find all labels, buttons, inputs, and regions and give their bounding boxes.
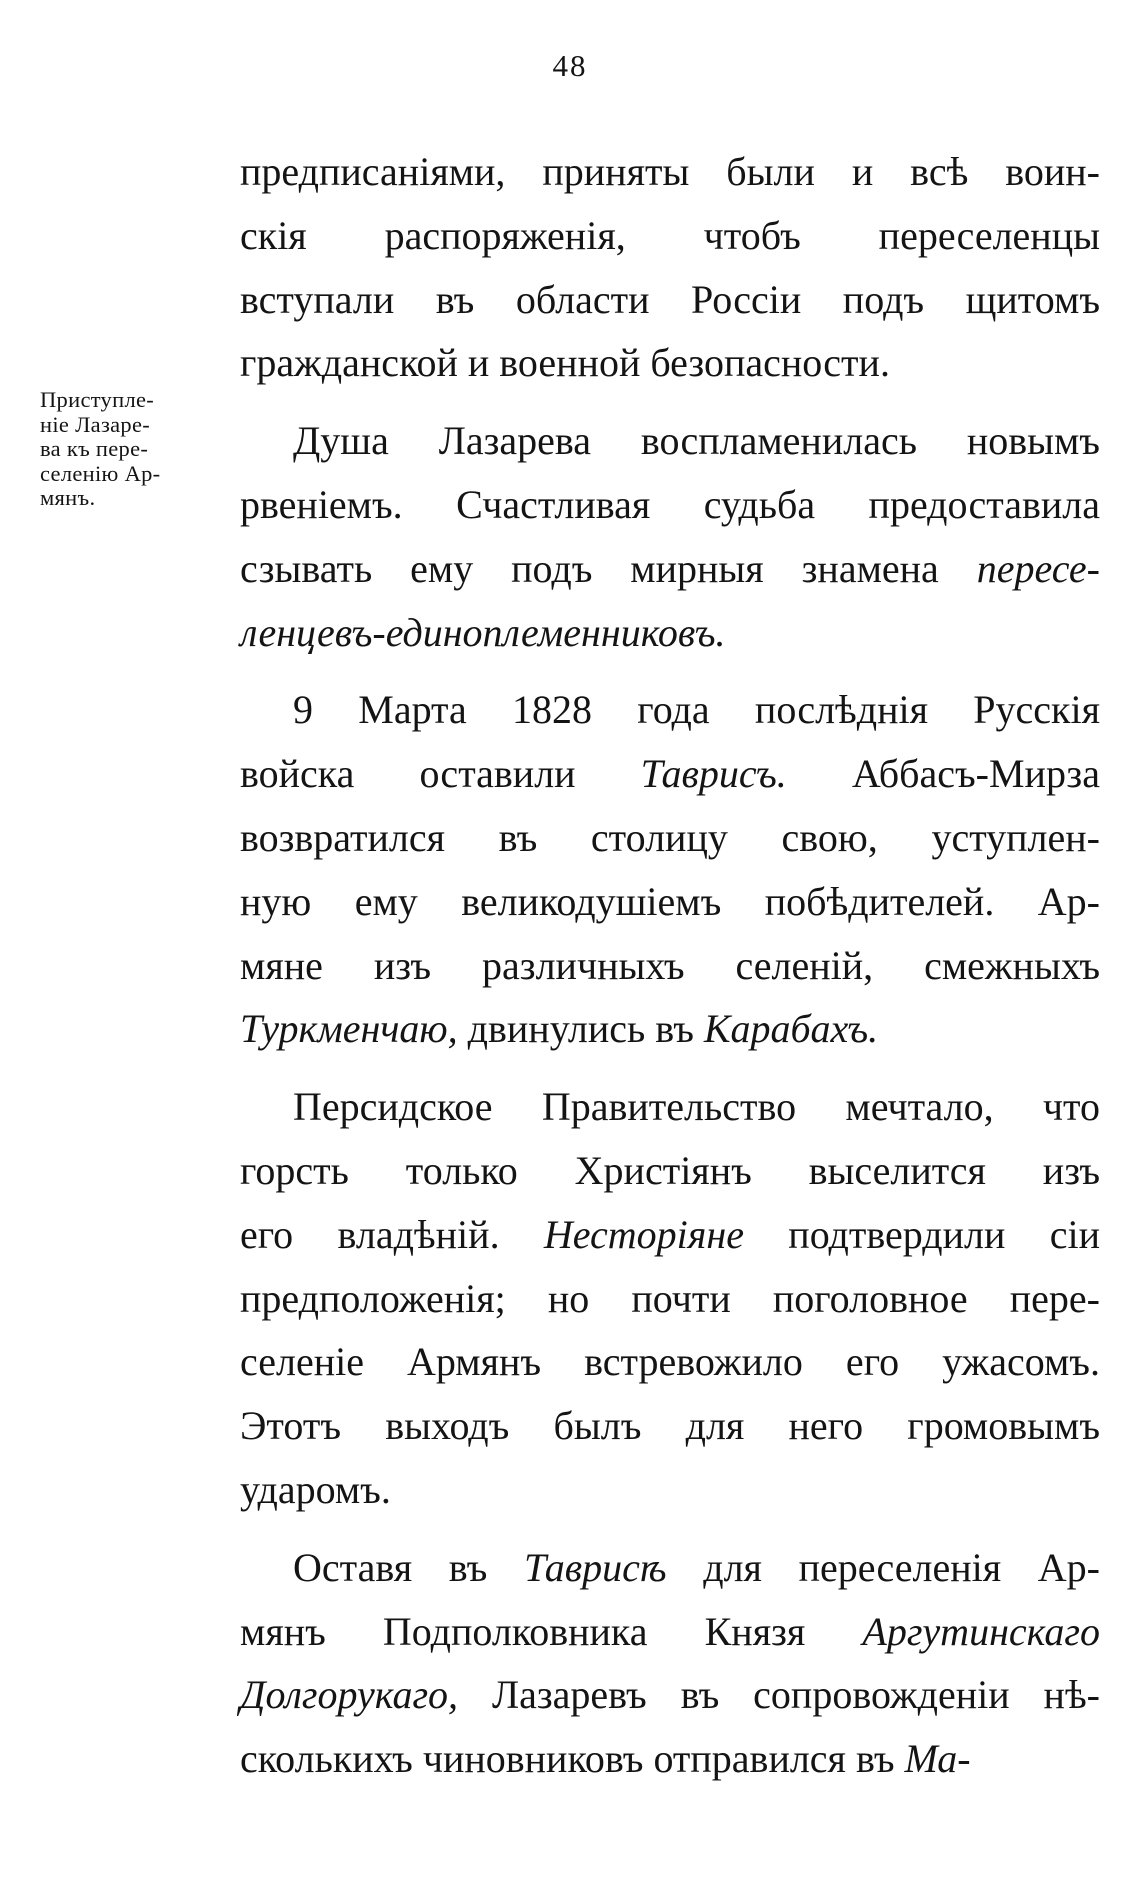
text-line [240,473,1100,537]
text-line [240,742,1100,806]
text-line [240,1600,1100,1664]
text-segment: скія распоряженія, чтобъ переселенцы [240,212,1100,258]
text-line [240,1536,1100,1600]
text-line [240,268,1100,332]
text-segment: сзывать ему подъ мирныя знамена [240,545,977,591]
text-segment: Аббасъ-Мирза [786,751,1100,797]
text-segment: 9 Марта 1828 года послѣднія Русскія [293,687,1100,733]
paragraph [240,678,1100,1061]
text-line [240,1663,1100,1727]
text-line [240,1075,1100,1139]
marginal-note-line: селенію Ар- [40,460,161,486]
paragraph-gap [240,664,1100,678]
marginal-note-line: мянъ. [40,485,96,510]
paragraph [240,409,1100,664]
italic-text: Таврисъ. [640,751,787,797]
text-line [240,1727,1100,1791]
text-line [240,204,1100,268]
italic-text: Таврисѣ [523,1544,667,1590]
italic-text: Туркменчаю, [240,1006,458,1052]
text-segment: Персидское Правительство мечтало, что [293,1084,1100,1130]
text-line [240,997,1100,1061]
italic-text: Карабахъ. [703,1006,879,1052]
text-line [240,806,1100,870]
text-segment: предписаніями, приняты были и всѣ воин- [240,149,1100,194]
text-segment: мяне изъ различныхъ селеній, смежныхъ [240,942,1100,988]
text-segment: гражданской и военной безопасности. [240,340,890,386]
text-segment: селеніе Армянъ встревожило его ужасомъ. [240,1339,1100,1385]
text-segment: ударомъ. [240,1466,391,1512]
text-segment: подтвердили сіи [743,1211,1100,1257]
italic-text: Несторіяне [543,1211,744,1257]
italic-text: Аргутинскаго [862,1608,1100,1654]
text-segment: мянъ Подполковника Князя [240,1608,863,1654]
italic-text: ленцевъ-единоплеменниковъ. [240,609,726,655]
text-line [240,409,1100,473]
marginal-note [40,388,240,511]
paragraph [240,140,1100,395]
text-segment: сколькихъ чиновниковъ отправился въ [240,1736,905,1782]
text-line [240,1139,1100,1203]
text-segment: ную ему великодушіемъ побѣдителей. Ар- [240,878,1100,924]
text-line [240,870,1100,934]
paragraph-gap [240,1522,1100,1536]
text-segment: двинулись въ [457,1006,704,1052]
text-segment: рвеніемъ. Счастливая судьба предоставила [240,481,1100,527]
text-line [240,1394,1100,1458]
text-segment: горсть только Христіянъ выселится изъ [240,1147,1100,1193]
text-segment: войска оставили [240,751,641,797]
text-segment: Этотъ выходъ былъ для него громовымъ [240,1403,1100,1449]
italic-text: Долгорукаго, [240,1672,459,1718]
text-segment: его владѣній. [240,1211,544,1257]
text-segment: предположенія; но почти поголовное пере- [240,1275,1100,1321]
italic-text: Ма- [904,1736,971,1782]
text-segment: вступали въ области Россіи подъ щитомъ [240,276,1100,322]
paragraph [240,1536,1100,1791]
text-line [240,537,1100,601]
text-line [240,1330,1100,1394]
body-text [240,140,1100,1791]
text-line [240,331,1100,395]
text-line [240,601,1100,665]
text-line [240,678,1100,742]
paragraph [240,1075,1100,1522]
marginal-note-line: Приступле- [40,387,155,412]
text-line [240,140,1100,204]
italic-text: пересе- [976,545,1100,591]
marginal-note-line: ніе Лазаре- [40,411,151,437]
text-line [240,1267,1100,1331]
marginal-note-line: ва къ пере- [40,436,149,461]
page-number: 48 [552,48,588,83]
paragraph-gap [240,395,1100,409]
text-segment: для переселенія Ар- [666,1544,1100,1590]
text-line [240,934,1100,998]
text-line [240,1203,1100,1267]
text-segment: Оставя въ [293,1544,524,1590]
text-line [240,1458,1100,1522]
text-segment: возвратился въ столицу свою, уступлен- [240,814,1100,860]
text-segment: Лазаревъ въ сопровожденіи нѣ- [458,1672,1100,1718]
paragraph-gap [240,1061,1100,1075]
text-segment: Душа Лазарева воспламенилась новымъ [293,418,1100,464]
